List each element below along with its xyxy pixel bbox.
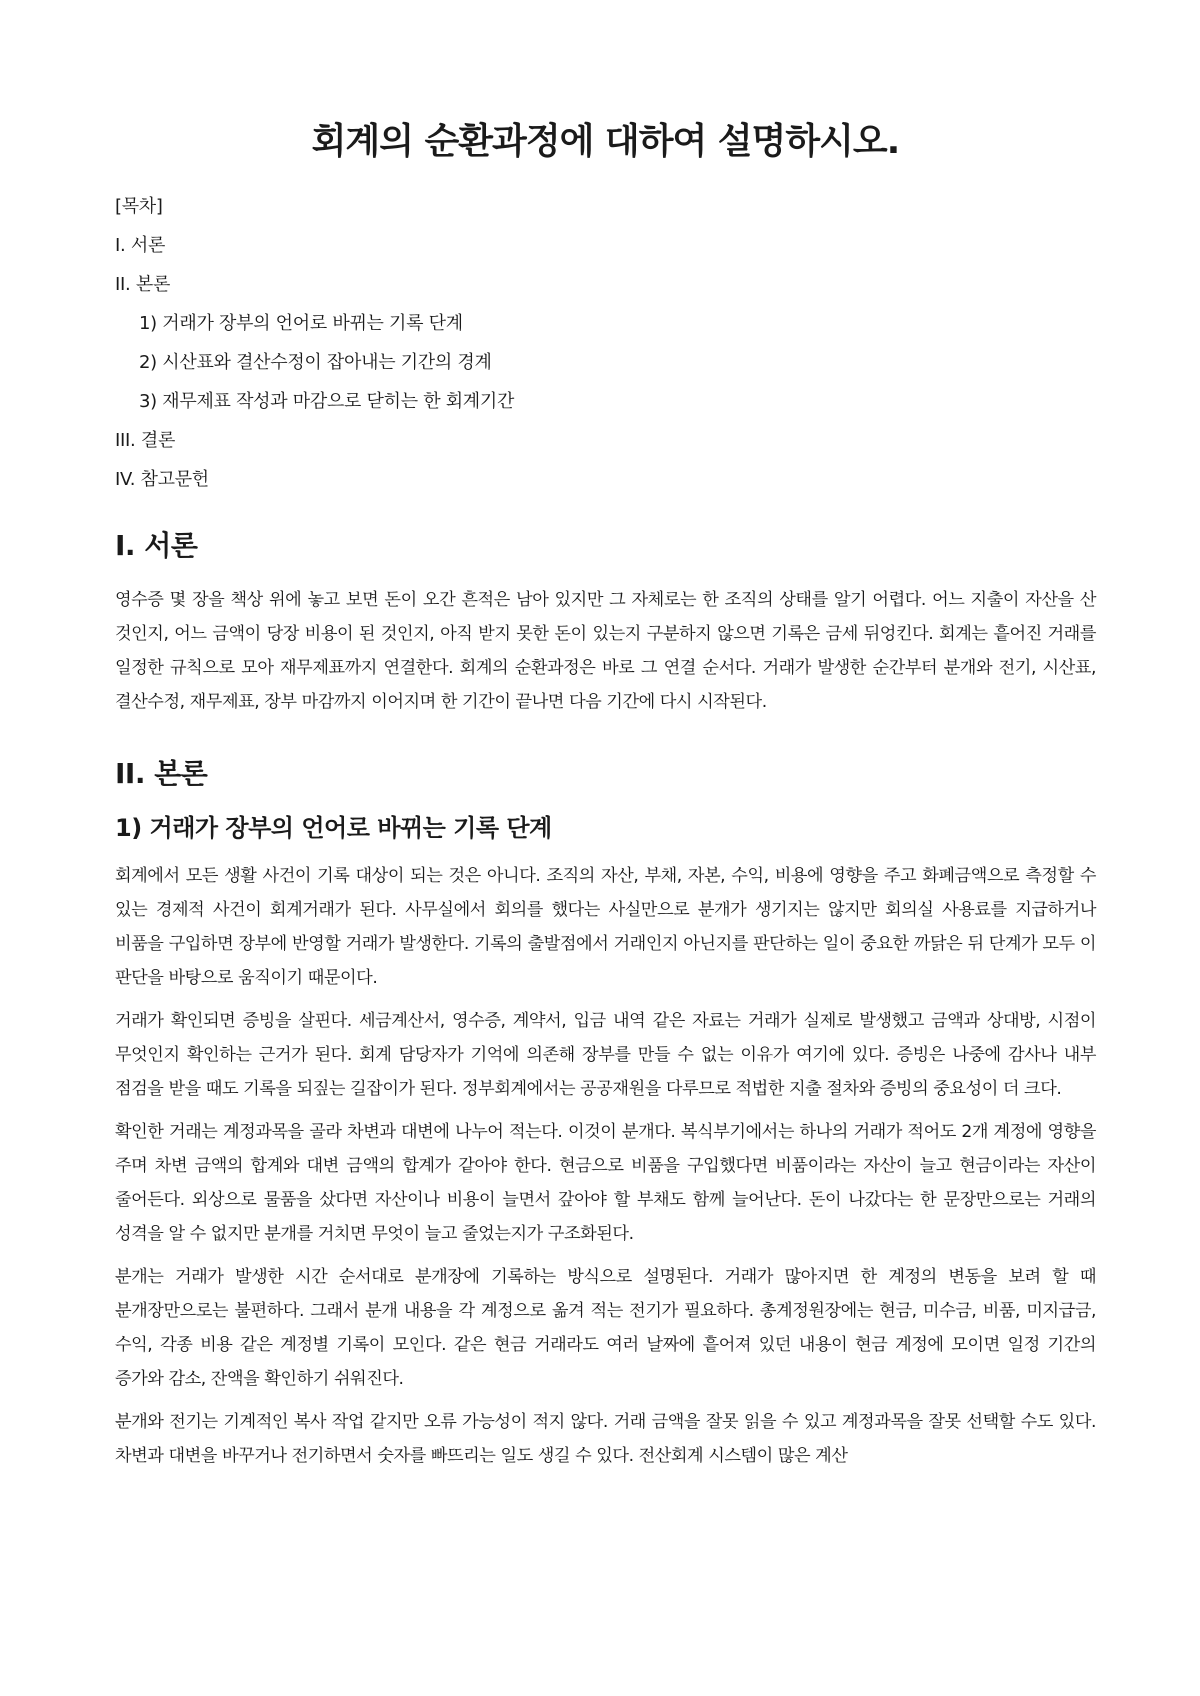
introduction-heading: I. 서론 (115, 529, 198, 562)
toc-item-body-2: 2) 시산표와 결산수정이 잡아내는 기간의 경계 (139, 352, 492, 373)
body-paragraph: 분개와 전기는 기계적인 복사 작업 같지만 오류 가능성이 적지 않다. 거래 금액을 잘못 읽을 수 있고 계정과목을 잘못 선택할 수도 있다. 차변과 대변을 바꾸거나 전기하면서 숫자를 빠뜨리는 일도 생길 수 있다. 전산회계 시스템이 많은 계산 (115, 1412, 1096, 1466)
toc-heading: [목차] (115, 196, 163, 217)
toc-item-conclusion: III. 결론 (115, 430, 176, 451)
introduction-section (115, 527, 1096, 719)
toc-item-body-3: 3) 재무제표 작성과 마감으로 닫히는 한 회계기간 (139, 391, 515, 412)
body-section (115, 755, 1096, 1473)
body-paragraph: 분개는 거래가 발생한 시간 순서대로 분개장에 기록하는 방식으로 설명된다. 거래가 많아지면 한 계정의 변동을 보려 할 때 분개장만으로는 불편하다. 그래서 분개 내용을 각 계정으로 옮겨 적는 전기가 필요하다. 총계정원장에는 현금, 미수금, 비품, 미지급금, 수익, 각종 비용 같은 계정별 기록이 모인다. 같은 현금 거래라도 여러 날짜에 흩어져 있던 내용이 현금 계정에 모이면 일정 기간의 증가와 감소, 잔액을 확인하기 쉬워진다. (115, 1267, 1096, 1389)
toc-item-introduction: I. 서론 (115, 235, 166, 256)
body-heading: II. 본론 (115, 757, 208, 790)
body-paragraph: 회계에서 모든 생활 사건이 기록 대상이 되는 것은 아니다. 조직의 자산, 부채, 자본, 수익, 비용에 영향을 주고 화폐금액으로 측정할 수 있는 경제적 사건이 회계거래가 된다. 사무실에서 회의를 했다는 사실만으로 분개가 생기지는 않지만 회의실 사용료를 지급하거나 비품을 구입하면 장부에 반영할 거래가 발생한다. 기록의 출발점에서 거래인지 아닌지를 판단하는 일이 중요한 까닭은 뒤 단계가 모두 이 판단을 바탕으로 움직이기 때문이다. (115, 866, 1096, 988)
table-of-contents (115, 194, 1096, 493)
toc-item-body: II. 본론 (115, 274, 171, 295)
subsection-1-heading: 1) 거래가 장부의 언어로 바뀌는 기록 단계 (115, 814, 552, 842)
toc-item-references: IV. 참고문헌 (115, 469, 209, 490)
document-title: 회계의 순환과정에 대하여 설명하시오. (311, 121, 900, 162)
toc-item-body-1: 1) 거래가 장부의 언어로 바뀌는 기록 단계 (139, 313, 463, 334)
body-paragraph: 확인한 거래는 계정과목을 골라 차변과 대변에 나누어 적는다. 이것이 분개다. 복식부기에서는 하나의 거래가 적어도 2개 계정에 영향을 주며 차변 금액의 합계와 대변 금액의 합계가 같아야 한다. 현금으로 비품을 구입했다면 비품이라는 자산이 늘고 현금이라는 자산이 줄어든다. 외상으로 물품을 샀다면 자산이나 비용이 늘면서 갚아야 할 부채도 함께 늘어난다. 돈이 나갔다는 한 문장만으로는 거래의 성격을 알 수 없지만 분개를 거치면 무엇이 늘고 줄었는지가 구조화된다. (115, 1122, 1096, 1244)
body-paragraph: 거래가 확인되면 증빙을 살핀다. 세금계산서, 영수증, 계약서, 입금 내역 같은 자료는 거래가 실제로 발생했고 금액과 상대방, 시점이 무엇인지 확인하는 근거가 된다. 회계 담당자가 기억에 의존해 장부를 만들 수 없는 이유가 여기에 있다. 증빙은 나중에 감사나 내부 점검을 받을 때도 기록을 되짚는 길잡이가 된다. 정부회계에서는 공공재원을 다루므로 적법한 지출 절차와 증빙의 중요성이 더 크다. (115, 1011, 1096, 1099)
introduction-paragraph: 영수증 몇 장을 책상 위에 놓고 보면 돈이 오간 흔적은 남아 있지만 그 자체로는 한 조직의 상태를 알기 어렵다. 어느 지출이 자산을 산 것인지, 어느 금액이 당장 비용이 된 것인지, 아직 받지 못한 돈이 있는지 구분하지 않으면 기록은 금세 뒤엉킨다. 회계는 흩어진 거래를 일정한 규칙으로 모아 재무제표까지 연결한다. 회계의 순환과정은 바로 그 연결 순서다. 거래가 발생한 순간부터 분개와 전기, 시산표, 결산수정, 재무제표, 장부 마감까지 이어지며 한 기간이 끝나면 다음 기간에 다시 시작된다. (115, 590, 1096, 712)
